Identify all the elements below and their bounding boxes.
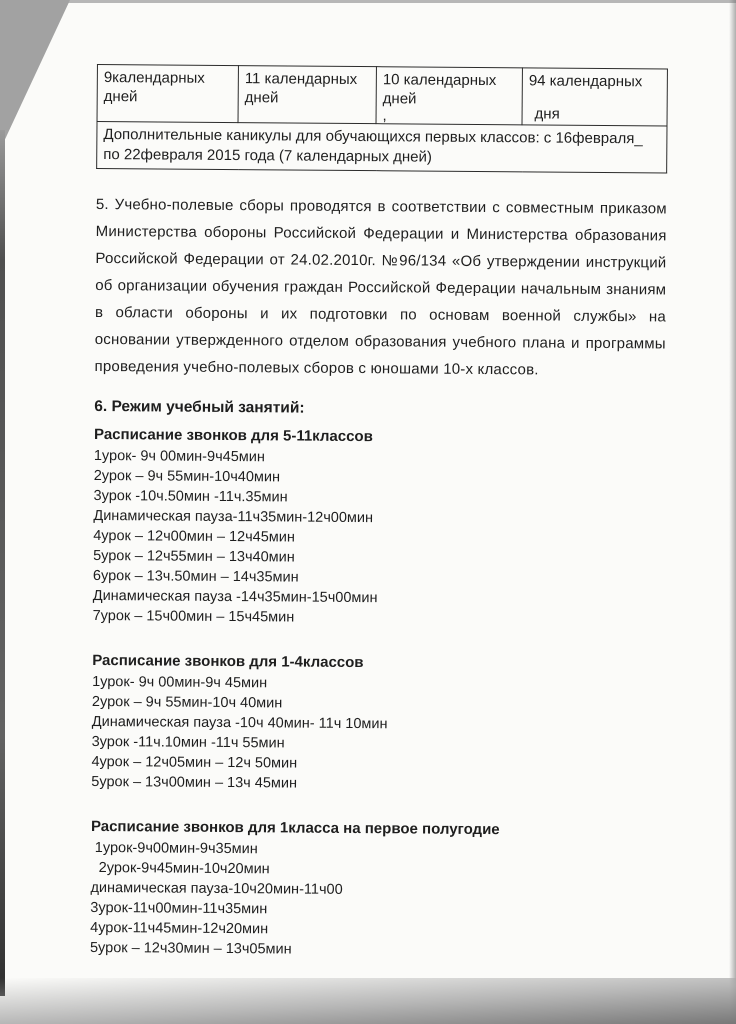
schedule-line: 3урок -11ч.10мин -11ч 55мин — [91, 733, 285, 752]
table-note-cell: Дополнительные каникулы для обучающихся первых классов: с 16февраля_ по 22февраля 2015 года (7 календарных дней) — [97, 121, 667, 172]
table-cell-col3 — [376, 67, 522, 125]
schedule-line: 6урок – 13ч.50мин – 14ч35мин — [92, 567, 299, 586]
cell-text: 94 календарных — [528, 72, 643, 91]
schedule-line: 4урок-11ч45мин-12ч20мин — [90, 919, 269, 938]
schedule-line: 5урок – 13ч00мин – 13ч 45мин — [91, 773, 298, 792]
schedule-line: Динамическая пауза-11ч35мин-12ч00мин — [93, 507, 374, 527]
schedule-line: 1урок- 9ч 00мин-9ч45мин — [93, 447, 265, 466]
vacation-days-table — [96, 64, 668, 173]
table-cell-col2 — [238, 66, 376, 124]
paragraph-5: 5. Учебно-полевые сборы проводятся в соответствии с совместным приказом Министерства обороны Российской Федерации и Министерства образования Российской Федерации от 24.02.2010г. №96/134 «Об утверждении инструкций об организации обучения граждан Российской Федерации начальным знаниям в области обороны и их подготовки по основам военной службы» на основании утвержденного отделом образования учебного плана и программы проведения учебно-полевых сборов с юношами 10-х классов. — [94, 195, 667, 379]
scan-corner-fold — [0, 0, 70, 150]
cell-text: 11 календарных дней — [244, 70, 358, 107]
section-6-heading: 6. Режим учебный занятий: — [94, 397, 305, 417]
schedule-line: 3урок -10ч.50мин -11ч.35мин — [93, 487, 288, 506]
scan-comma-artifact: , — [382, 107, 387, 125]
schedule-block-1-4 — [91, 650, 663, 796]
schedule-block-title: Расписание звонков для 1класса на первое полугодие — [90, 817, 500, 839]
scan-right-edge — [729, 0, 736, 1024]
cell-text: 10 календарных дней — [382, 71, 497, 108]
schedule-line: динамическая пауза-10ч20мин-11ч00 — [90, 879, 343, 898]
scan-bottom-edge — [0, 978, 736, 1024]
scan-left-edge — [0, 130, 5, 996]
schedule-line: 1урок-9ч00мин-9ч35мин — [90, 839, 258, 858]
schedule-line: 1урок- 9ч 00мин-9ч 45мин — [92, 673, 268, 692]
schedule-line: Динамическая пауза -14ч35мин-15ч00мин — [92, 587, 378, 607]
schedule-line: Динамическая пауза -10ч 40мин- 11ч 10мин — [91, 713, 388, 733]
schedule-line: 5урок – 12ч55мин – 13ч40мин — [93, 547, 295, 566]
schedule-block-title: Расписание звонков для 5-11классов — [93, 425, 373, 446]
schedule-block-5-11 — [93, 424, 666, 630]
schedule-line: 2урок-9ч45мин-10ч20мин — [90, 859, 270, 878]
table-row — [97, 64, 667, 125]
table-cell-col1 — [97, 64, 238, 122]
schedule-line: 3урок-11ч00мин-11ч35мин — [90, 899, 268, 918]
scan-top-edge — [0, 0, 736, 3]
schedule-line: 4урок – 12ч05мин – 12ч 50мин — [91, 753, 298, 772]
schedule-block-1st-grade — [90, 816, 662, 962]
schedule-line: 4урок – 12ч00мин – 12ч45мин — [93, 527, 295, 546]
schedule-line: 7урок – 15ч00мин – 15ч45мин — [92, 607, 295, 626]
schedule-line: 2урок – 9ч 55мин-10ч40мин — [93, 467, 281, 486]
table-row — [97, 121, 667, 172]
schedule-line: 2урок – 9ч 55мин-10ч 40мин — [91, 693, 283, 712]
cell-text-second-line: дня — [534, 105, 560, 123]
schedule-line: 5урок – 12ч30мин – 13ч05мин — [89, 939, 292, 958]
cell-text: 9календарных дней — [103, 69, 205, 106]
schedule-block-title: Расписание звонков для 1-4классов — [92, 651, 364, 672]
table-cell-col4 — [522, 68, 667, 126]
